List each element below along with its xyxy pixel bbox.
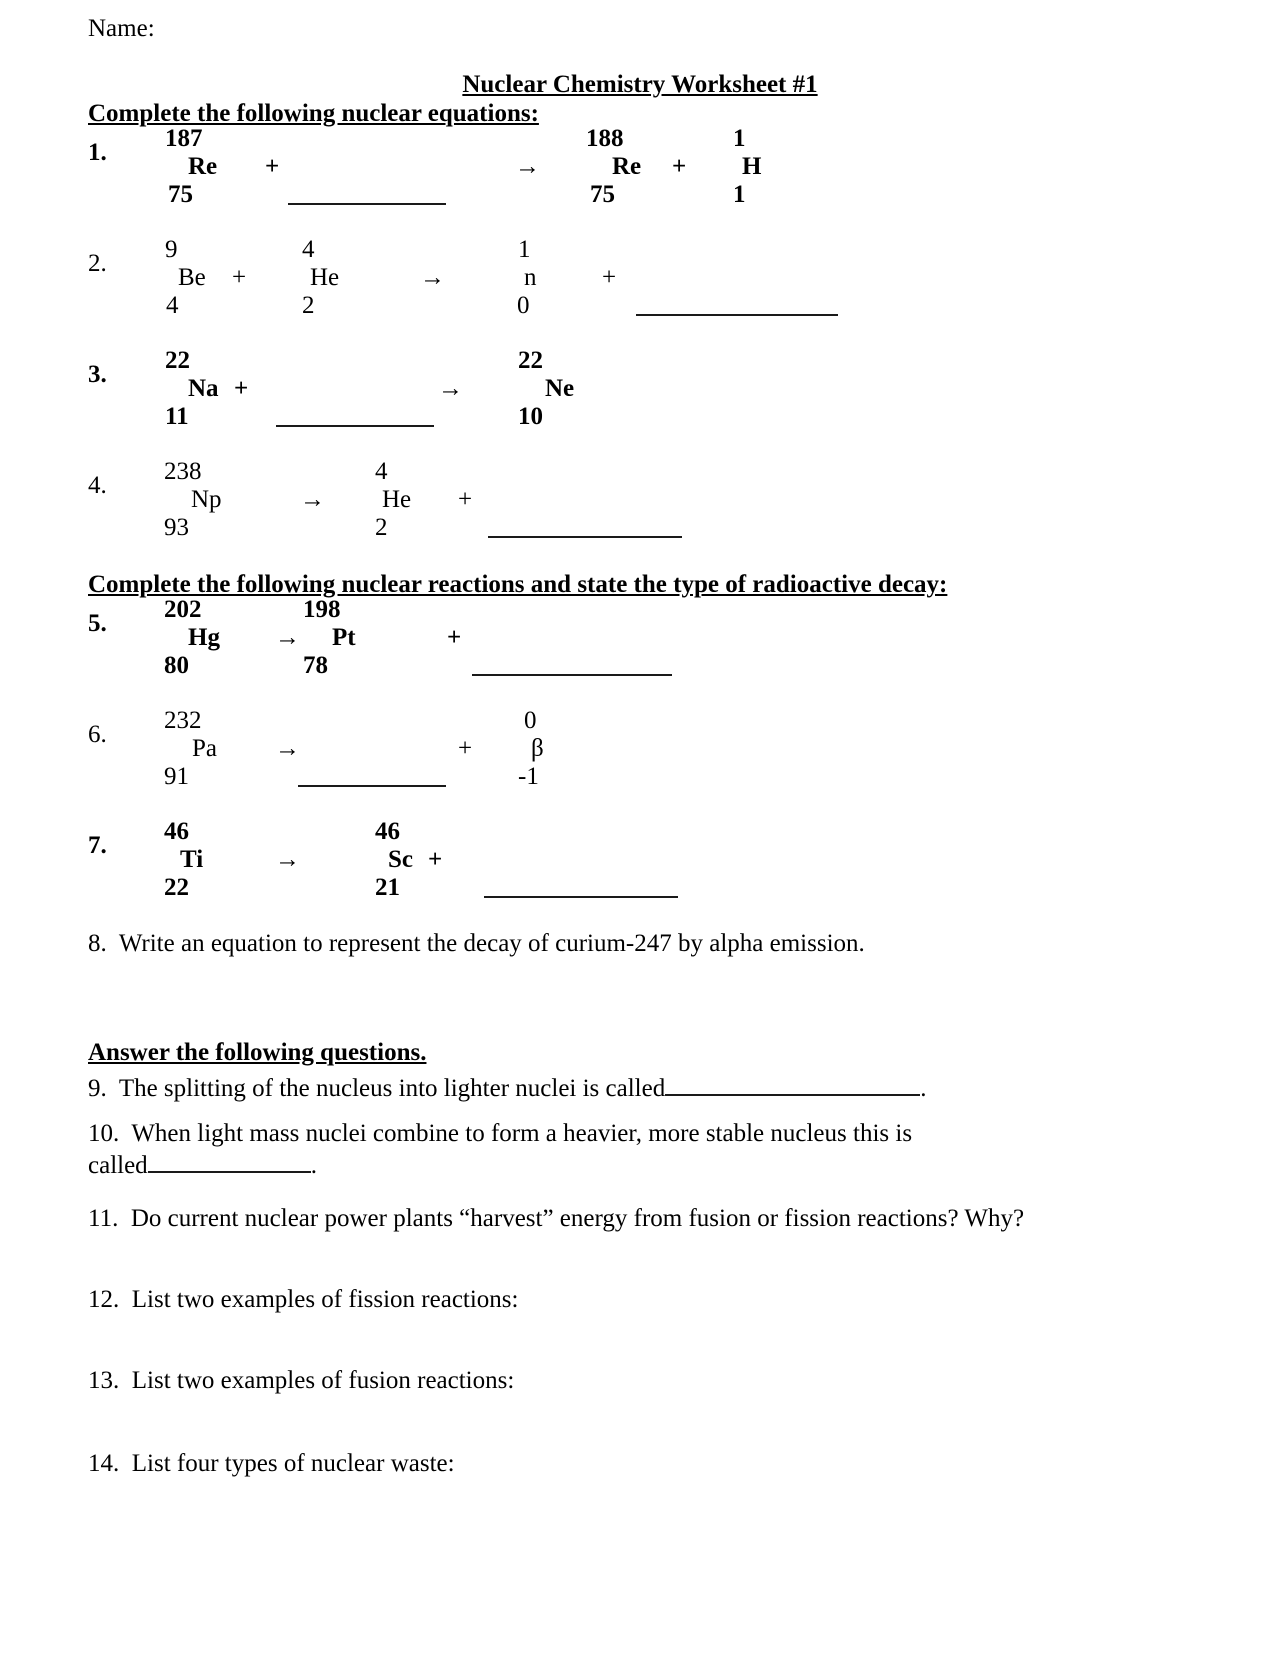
equation-3-reactant1-atomic: 11 [165, 403, 189, 430]
question-8-text: Write an equation to represent the decay of curium-247 by alpha emission. [118, 930, 865, 957]
equation-5-reactant1-atomic: 80 [164, 652, 189, 679]
equation-1-answer-blank[interactable] [288, 203, 446, 205]
section-heading-questions-text: Answer the following questions. [88, 1039, 427, 1066]
equation-3-number: 3. [88, 361, 107, 388]
equation-7-plus-1: + [428, 846, 443, 873]
equation-4-product1-atomic: 2 [375, 514, 388, 541]
equation-4-arrow: → [300, 486, 325, 513]
equation-5-product1-atomic: 78 [303, 652, 328, 679]
equation-2-reactant2-mass: 4 [302, 236, 315, 263]
equation-1-product1-mass: 188 [586, 125, 624, 152]
equation-5-reactant1-symbol: Hg [188, 624, 220, 651]
equation-3-plus-1: + [234, 375, 249, 402]
equation-2-plus-2: + [602, 264, 617, 291]
equation-3-product1-symbol: Ne [545, 375, 575, 402]
equation-7-product1-mass: 46 [375, 818, 400, 845]
equation-2-plus-1: + [232, 264, 247, 291]
equation-1-plus-2: + [672, 153, 687, 180]
equation-5-answer-blank[interactable] [472, 674, 672, 676]
name-field-label: Name: [88, 15, 155, 42]
question-9-answer-blank[interactable] [665, 1077, 920, 1096]
equation-4-number: 4. [88, 472, 107, 499]
equation-6-reactant1-atomic: 91 [164, 763, 189, 790]
equation-4-reactant1-mass: 238 [164, 458, 202, 485]
question-10-answer-blank[interactable] [148, 1154, 311, 1173]
question-14-text: List four types of nuclear waste: [131, 1450, 455, 1477]
question-11-number: 11. [88, 1205, 119, 1232]
equation-4-product1-symbol: He [382, 486, 412, 513]
equation-3-reactant1-symbol: Na [188, 375, 219, 402]
equation-5-plus-1: + [447, 624, 462, 651]
equation-2-reactant2-atomic: 2 [302, 292, 315, 319]
equation-4-reactant1-atomic: 93 [164, 514, 189, 541]
equation-7-reactant1-atomic: 22 [164, 874, 189, 901]
question-13-number: 13. [88, 1367, 120, 1394]
equation-3-answer-blank[interactable] [276, 425, 434, 427]
question-10-number: 10. [88, 1120, 120, 1147]
equation-2-product1-symbol: n [524, 264, 537, 291]
question-12-text: List two examples of fission reactions: [131, 1286, 519, 1313]
question-8-number: 8. [88, 930, 107, 957]
equation-4-plus-1: + [458, 486, 473, 513]
equation-1-product2-atomic: 1 [733, 181, 746, 208]
question-13-text: List two examples of fusion reactions: [131, 1367, 515, 1394]
equation-1-number: 1. [88, 139, 107, 166]
question-11 [88, 1203, 1024, 1235]
equation-1-plus-1: + [265, 153, 280, 180]
equation-2-arrow: → [420, 264, 445, 291]
question-8 [88, 928, 865, 960]
section-heading-reactions-text: Complete the following nuclear reactions and state the type of radioactive decay: [88, 571, 948, 598]
equation-7-reactant1-mass: 46 [164, 818, 189, 845]
equation-5-product1-symbol: Pt [332, 624, 356, 651]
equation-1-reactant1-mass: 187 [165, 125, 203, 152]
question-13 [88, 1365, 514, 1397]
equation-6-plus-1: + [458, 735, 473, 762]
equation-3-product1-mass: 22 [518, 347, 543, 374]
question-12-number: 12. [88, 1286, 120, 1313]
question-9-text: The splitting of the nucleus into lighter nuclei is called [118, 1075, 666, 1102]
equation-1 [0, 125, 1280, 215]
equation-1-arrow: → [515, 153, 540, 180]
question-9-number: 9. [88, 1075, 107, 1102]
equation-7-answer-blank[interactable] [484, 896, 678, 898]
question-14 [88, 1448, 455, 1480]
equation-1-product1-symbol: Re [612, 153, 642, 180]
equation-1-product2-symbol: H [742, 153, 762, 180]
equation-5-arrow: → [275, 624, 300, 651]
equation-7-number: 7. [88, 832, 107, 859]
equation-6-product1-symbol: β [531, 735, 544, 762]
equation-4-product1-mass: 4 [375, 458, 388, 485]
equation-6-number: 6. [88, 721, 107, 748]
equation-4 [0, 458, 1280, 548]
equation-2-reactant1-atomic: 4 [166, 292, 179, 319]
equation-3-reactant1-mass: 22 [165, 347, 190, 374]
equation-2-reactant1-mass: 9 [165, 236, 178, 263]
page-title-text: Nuclear Chemistry Worksheet #1 [462, 71, 818, 98]
question-10-text: When light mass nuclei combine to form a heavier, more stable nucleus this is called [88, 1120, 913, 1179]
equation-6-reactant1-symbol: Pa [192, 735, 217, 762]
question-14-number: 14. [88, 1450, 120, 1477]
equation-3-arrow: → [438, 375, 463, 402]
question-10 [88, 1118, 918, 1182]
equation-5 [0, 596, 1280, 686]
section-heading-equations-text: Complete the following nuclear equations: [88, 100, 539, 127]
equation-4-answer-blank[interactable] [488, 536, 682, 538]
equation-2 [0, 236, 1280, 326]
equation-7-arrow: → [275, 846, 300, 873]
equation-4-reactant1-symbol: Np [191, 486, 222, 513]
equation-2-number: 2. [88, 250, 107, 277]
equation-2-reactant1-symbol: Be [178, 264, 206, 291]
equation-6-product1-mass: 0 [524, 707, 537, 734]
equation-6-answer-blank[interactable] [298, 785, 446, 787]
equation-1-reactant1-atomic: 75 [168, 181, 193, 208]
equation-1-reactant1-symbol: Re [188, 153, 218, 180]
equation-2-product1-atomic: 0 [517, 292, 530, 319]
equation-7 [0, 818, 1280, 908]
equation-2-product1-mass: 1 [518, 236, 531, 263]
equation-1-product2-mass: 1 [733, 125, 746, 152]
equation-5-reactant1-mass: 202 [164, 596, 202, 623]
question-10-period: . [310, 1152, 317, 1179]
equation-2-reactant2-symbol: He [310, 264, 340, 291]
equation-5-number: 5. [88, 610, 107, 637]
equation-6 [0, 707, 1280, 797]
equation-2-answer-blank[interactable] [636, 314, 838, 316]
equation-3 [0, 347, 1280, 437]
equation-6-product1-atomic: -1 [518, 763, 539, 790]
equation-3-product1-atomic: 10 [518, 403, 543, 430]
equation-1-product1-atomic: 75 [590, 181, 615, 208]
equation-6-reactant1-mass: 232 [164, 707, 202, 734]
question-11-text: Do current nuclear power plants “harvest” energy from fusion or fission reactions? Why? [130, 1205, 1025, 1232]
equation-7-product1-atomic: 21 [375, 874, 400, 901]
question-9-period: . [920, 1075, 927, 1102]
equation-6-arrow: → [275, 735, 300, 762]
question-9 [88, 1073, 926, 1105]
equation-7-product1-symbol: Sc [388, 846, 413, 873]
page-title [0, 70, 1280, 100]
equation-7-reactant1-symbol: Ti [180, 846, 204, 873]
equation-5-product1-mass: 198 [303, 596, 341, 623]
section-heading-questions [88, 1038, 426, 1068]
question-12 [88, 1284, 518, 1316]
